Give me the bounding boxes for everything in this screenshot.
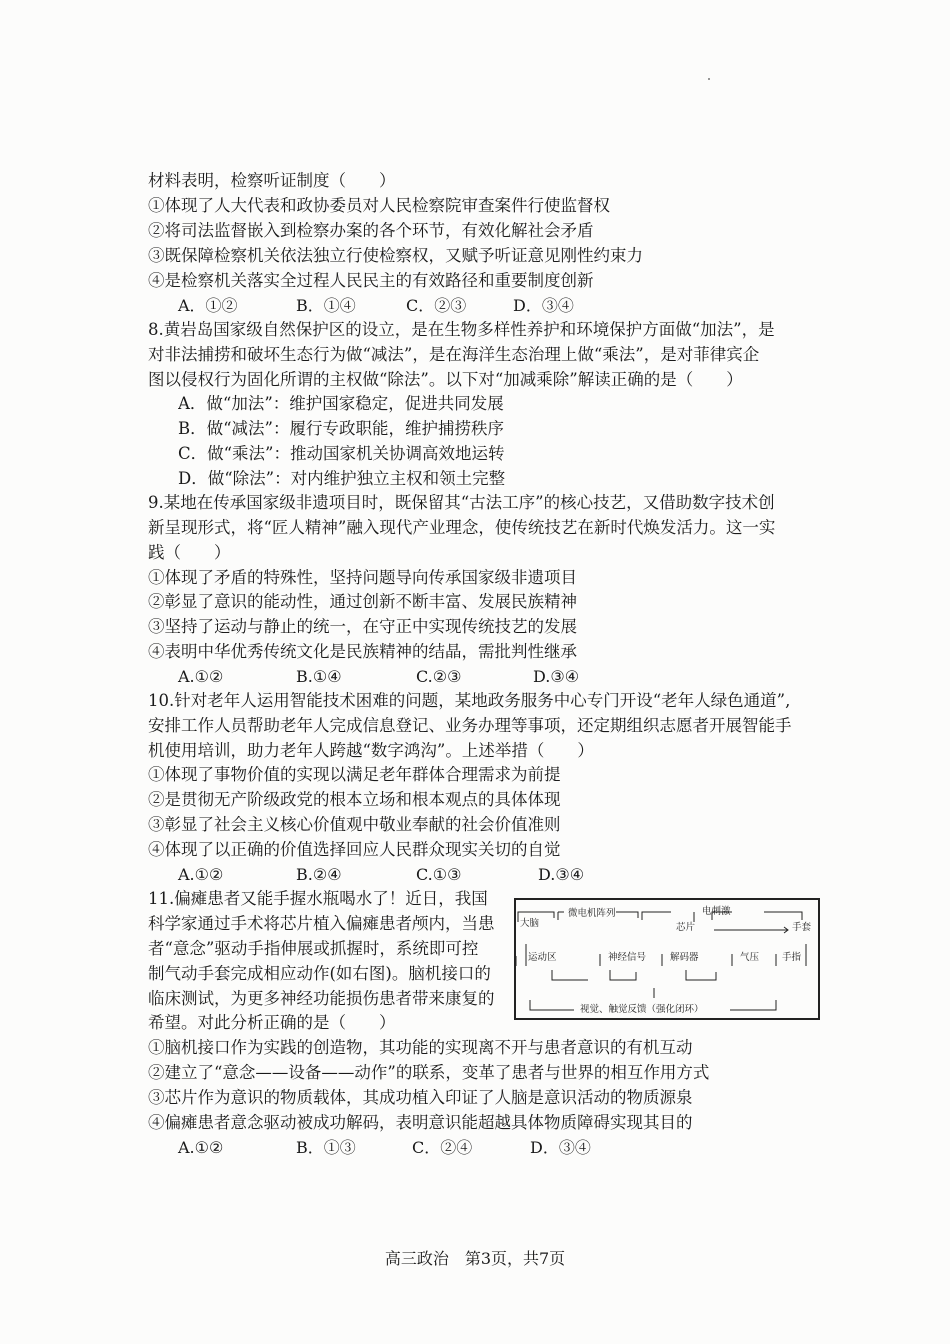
- q8-stem-2: 对非法捕捞和破坏生态行为做“减法”，是在海洋生态治理上做“乘法”，是对菲律宾企: [148, 345, 760, 364]
- label-brain: 大脑: [520, 918, 540, 929]
- feedback-right: [730, 1000, 776, 1010]
- q8-stem-3: 图以侵权行为固化所谓的主权做“除法”。以下对“加减乘除”解读正确的是（ ）: [148, 370, 743, 389]
- q7-option-c[interactable]: C．②③: [406, 296, 467, 315]
- q11-stem-6: 希望。对此分析正确的是（ ）: [148, 1013, 396, 1032]
- label-glove: 手套: [792, 922, 812, 933]
- q7-option-b[interactable]: B．①④: [296, 296, 356, 315]
- q11-option-c[interactable]: C．②④: [412, 1138, 473, 1157]
- q9-option-a[interactable]: A.①②: [178, 667, 224, 686]
- q9-option-d[interactable]: D.③④: [533, 667, 580, 686]
- bracket-motor: [552, 970, 588, 980]
- q10-options: [178, 863, 738, 887]
- q7-option-d[interactable]: D．③④: [513, 296, 574, 315]
- q10-stem-2: 安排工作人员帮助老年人完成信息登记、业务办理等事项，还定期组织志愿者开展智能手: [148, 716, 792, 735]
- bracket-array: [616, 912, 638, 918]
- q10-stem-3: 机使用培训，助力老年人跨越“数字鸿沟”。上述举措（ ）: [148, 741, 594, 760]
- q10-item-2: ②是贯彻无产阶级政党的根本立场和根本观点的具体体现: [148, 790, 561, 809]
- q10-option-b[interactable]: B.②④: [296, 865, 342, 884]
- label-stim: 电刺激: [702, 906, 731, 917]
- feedback-left: [530, 1000, 574, 1010]
- q9-item-3: ③坚持了运动与静止的统一，在守正中实现传统技艺的发展: [148, 617, 577, 636]
- q10-option-d[interactable]: D.③④: [538, 865, 585, 884]
- q9-item-1: ①体现了矛盾的特殊性，坚持问题导向传承国家级非遗项目: [148, 568, 577, 587]
- label-neural-signal: 神经信号: [608, 952, 647, 963]
- q11-options: [178, 1136, 738, 1160]
- q7-item-2: ②将司法监督嵌入到检察办案的各个环节，有效化解社会矛盾: [148, 221, 594, 240]
- bracket-decoder: [686, 970, 716, 980]
- q9-item-4: ④表明中华优秀传统文化是民族精神的结晶，需批判性继承: [148, 642, 577, 661]
- label-finger: 手指: [782, 952, 802, 963]
- bracket-neural: [610, 970, 636, 980]
- page-footer: 高三政治 第3页，共7页: [384, 1249, 566, 1268]
- q9-stem-1: 9.某地在传承国家级非遗项目时，既保留其“古法工序”的核心技艺，又借助数字技术创: [148, 493, 775, 512]
- q11-stem-3: 者“意念”驱动手指伸展或抓握时，系统即可控: [148, 939, 479, 958]
- q11-stem-4: 制气动手套完成相应动作(如右图)。脑机接口的: [148, 964, 491, 983]
- label-feedback: 视觉、触觉反馈（强化闭环）: [580, 1004, 704, 1015]
- q10-stem-1: 10.针对老年人运用智能技术困难的问题，某地政务服务中心专门开设“老年人绿色通道”,: [148, 691, 791, 710]
- q11-stem-1: 11.偏瘫患者又能手握水瓶喝水了！近日，我国: [148, 889, 488, 908]
- label-decoder: 解码器: [670, 952, 699, 963]
- q11-item-2: ②建立了“意念——设备——动作”的联系，变革了患者与世界的相互作用方式: [148, 1063, 710, 1082]
- q11-option-a[interactable]: A.①②: [178, 1138, 224, 1157]
- q8-option-a[interactable]: A．做“加法”：维护国家稳定，促进共同发展: [178, 394, 504, 413]
- q9-stem-2: 新呈现形式，将“匠人精神”融入现代产业理念，使传统技艺在新时代焕发活力。这一实: [148, 518, 776, 537]
- q8-option-b[interactable]: B．做“减法”：履行专政职能，维护捕捞秩序: [178, 419, 504, 438]
- q7-item-3: ③既保障检察机关依法独立行使检察权，又赋予听证意见刚性约束力: [148, 246, 643, 265]
- q10-item-4: ④体现了以正确的价值选择回应人民群众现实关切的自觉: [148, 840, 561, 859]
- label-air-pressure: 气压: [740, 952, 760, 963]
- label-chip: 芯片: [676, 922, 696, 933]
- q11-option-d[interactable]: D．③④: [530, 1138, 591, 1157]
- q7-item-4: ④是检察机关落实全过程人民民主的有效路径和重要制度创新: [148, 271, 594, 290]
- scan-speck: [708, 78, 710, 80]
- label-micro-array: 微电机阵列: [568, 908, 616, 919]
- q8-option-d[interactable]: D．做“除法”：对内维护独立主权和领土完整: [178, 469, 506, 488]
- q11-stem-2: 科学家通过手术将芯片植入偏瘫患者颅内，当患: [148, 914, 495, 933]
- bracket-stim: [764, 912, 802, 920]
- q11-item-3: ③芯片作为意识的物质载体，其成功植入印证了人脑是意识活动的物质源泉: [148, 1088, 693, 1107]
- q9-item-2: ②彰显了意识的能动性，通过创新不断丰富、发展民族精神: [148, 592, 577, 611]
- label-motor-area: 运动区: [528, 952, 557, 963]
- q9-option-b[interactable]: B.①④: [296, 667, 342, 686]
- q11-option-b[interactable]: B．①③: [296, 1138, 356, 1157]
- q10-option-c[interactable]: C.①③: [416, 865, 462, 884]
- q7-item-1: ①体现了人大代表和政协委员对人民检察院审查案件行使监督权: [148, 196, 610, 215]
- q10-option-a[interactable]: A.①②: [178, 865, 224, 884]
- diagram-lines: [516, 900, 818, 1018]
- q10-item-1: ①体现了事物价值的实现以满足老年群体合理需求为前提: [148, 765, 561, 784]
- q11-stem-5: 临床测试，为更多神经功能损伤患者带来康复的: [148, 989, 495, 1008]
- q8-stem-1: 8.黄岩岛国家级自然保护区的设立，是在生物多样性养护和环境保护方面做“加法”，是: [148, 320, 775, 339]
- brain-computer-interface-diagram: [514, 898, 820, 1020]
- q7-stem: 材料表明，检察听证制度（ ）: [148, 171, 396, 190]
- q9-option-c[interactable]: C.②③: [416, 667, 462, 686]
- q11-item-1: ①脑机接口作为实践的创造物，其功能的实现离不开与患者意识的有机互动: [148, 1038, 693, 1057]
- q11-item-4: ④偏瘫患者意念驱动被成功解码，表明意识能超越具体物质障碍实现其目的: [148, 1113, 693, 1132]
- q7-options: [178, 294, 738, 318]
- q9-options: [178, 665, 738, 689]
- q9-stem-3: 践（ ）: [148, 543, 231, 562]
- q10-item-3: ③彰显了社会主义核心价值观中敬业奉献的社会价值准则: [148, 815, 561, 834]
- q8-option-c[interactable]: C．做“乘法”：推动国家机关协调高效地运转: [178, 444, 505, 463]
- q7-option-a[interactable]: A．①②: [178, 296, 238, 315]
